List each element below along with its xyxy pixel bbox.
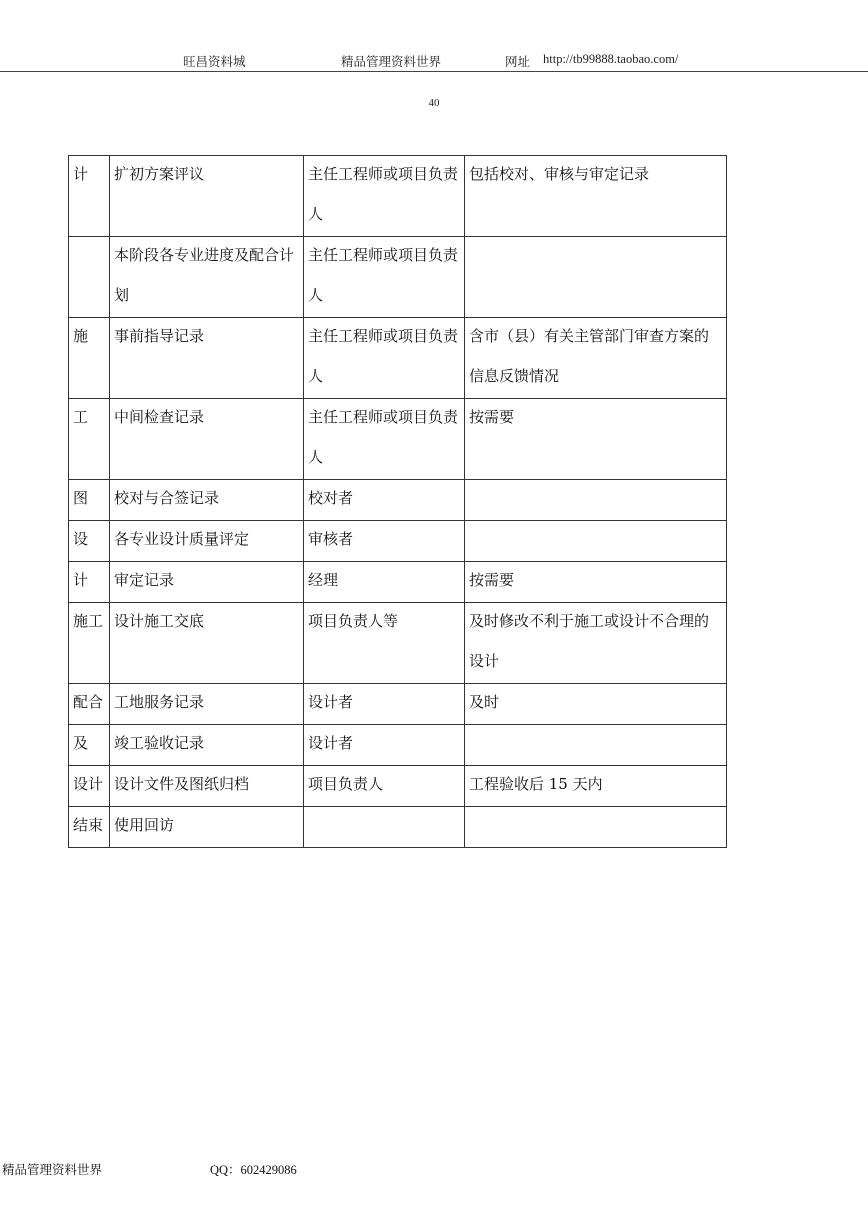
table-cell-text: 校对者 <box>308 489 354 507</box>
table-cell <box>110 318 304 399</box>
table-cell-text: 设计文件及图纸归档 <box>114 775 250 793</box>
table-row <box>69 807 727 848</box>
table-cell <box>465 237 727 318</box>
table-cell-text: 经理 <box>308 571 339 589</box>
table-row <box>69 725 727 766</box>
table-cell <box>69 807 110 848</box>
table-cell-text: 审核者 <box>308 530 354 548</box>
table-cell <box>69 237 110 318</box>
table-cell <box>69 399 110 480</box>
table-cell-text: 施工 <box>73 612 104 630</box>
table-cell <box>304 562 465 603</box>
table-cell <box>69 725 110 766</box>
table-cell-text: 设计者 <box>308 734 354 752</box>
header-url-label: 网址 <box>505 54 531 69</box>
table-cell-text: 计 <box>73 571 89 589</box>
table-cell-text: 计 <box>73 165 89 183</box>
table-cell <box>465 480 727 521</box>
footer-qq: QQ：602429086 <box>210 1163 297 1177</box>
table-cell <box>465 156 727 237</box>
table-cell-text: 结束 <box>73 816 104 834</box>
table-row <box>69 603 727 684</box>
footer-site-title: 精品管理资料世界 <box>2 1162 103 1177</box>
table-cell <box>110 725 304 766</box>
table-cell <box>465 521 727 562</box>
table-cell <box>69 684 110 725</box>
table-cell <box>110 562 304 603</box>
table-cell-text: 工地服务记录 <box>114 693 205 711</box>
table-cell <box>110 521 304 562</box>
table-row <box>69 480 727 521</box>
table-cell <box>304 156 465 237</box>
table-cell-text: 中间检查记录 <box>114 408 205 426</box>
table-cell-text: 图 <box>73 489 89 507</box>
table-cell-text: 主任工程师或项目负责人 <box>308 246 459 304</box>
table-cell <box>69 766 110 807</box>
table-cell-text: 各专业设计质量评定 <box>114 530 250 548</box>
table-cell <box>465 807 727 848</box>
table-cell-text: 扩初方案评议 <box>114 165 205 183</box>
table-cell <box>465 725 727 766</box>
table-cell <box>304 725 465 766</box>
table-cell-text: 设计者 <box>308 693 354 711</box>
table-cell-text: 及时 <box>469 693 500 711</box>
table-cell <box>304 807 465 848</box>
header-divider <box>0 71 868 72</box>
table-cell-text: 本阶段各专业进度及配合计划 <box>114 246 295 304</box>
table-cell-text: 包括校对、审核与审定记录 <box>469 165 650 183</box>
table-cell <box>110 807 304 848</box>
table-cell-text: 项目负责人等 <box>308 612 399 630</box>
table-cell-text: 使用回访 <box>114 816 175 834</box>
header-shop-name: 旺昌资料城 <box>183 54 246 69</box>
page-number: 40 <box>428 97 440 109</box>
table-cell <box>304 399 465 480</box>
table-cell <box>110 399 304 480</box>
table-cell <box>465 684 727 725</box>
table-cell-text: 校对与合签记录 <box>114 489 220 507</box>
table-cell <box>304 237 465 318</box>
table-row <box>69 766 727 807</box>
table-cell-text: 含市（县）有关主管部门审查方案的信息反馈情况 <box>469 327 710 385</box>
table-cell-text: 主任工程师或项目负责人 <box>308 408 459 466</box>
table-cell <box>69 562 110 603</box>
table-cell-text: 事前指导记录 <box>114 327 205 345</box>
table-cell <box>304 480 465 521</box>
table-cell-text: 按需要 <box>469 408 515 426</box>
table-cell-text: 项目负责人 <box>308 775 384 793</box>
table-cell <box>69 521 110 562</box>
table-cell <box>110 237 304 318</box>
table-row <box>69 684 727 725</box>
table-cell <box>69 603 110 684</box>
table-row <box>69 156 727 237</box>
table-cell <box>304 318 465 399</box>
table-row <box>69 318 727 399</box>
table-cell-text: 设 <box>73 530 89 548</box>
table-cell-text: 工 <box>73 408 89 426</box>
table-cell <box>465 318 727 399</box>
table-cell-text: 及 <box>73 734 89 752</box>
table-cell <box>304 684 465 725</box>
table-cell <box>110 766 304 807</box>
table-cell <box>465 562 727 603</box>
table-cell-text: 及时修改不利于施工或设计不合理的设计 <box>469 612 710 670</box>
table-cell <box>304 766 465 807</box>
table-cell <box>465 603 727 684</box>
table-cell <box>110 603 304 684</box>
table-cell-text: 审定记录 <box>114 571 175 589</box>
page-header <box>0 52 868 72</box>
table-cell <box>110 156 304 237</box>
table-cell <box>465 399 727 480</box>
table-cell-text: 配合 <box>73 693 104 711</box>
table-cell-text: 主任工程师或项目负责人 <box>308 165 459 223</box>
table-row <box>69 562 727 603</box>
table-row <box>69 399 727 480</box>
table-cell-text: 设计施工交底 <box>114 612 205 630</box>
table-cell <box>110 684 304 725</box>
table-cell <box>69 156 110 237</box>
table-cell-text: 竣工验收记录 <box>114 734 205 752</box>
table-cell-text: 工程验收后 15 天内 <box>469 775 603 793</box>
table-cell <box>69 318 110 399</box>
table-row <box>69 237 727 318</box>
table-row <box>69 521 727 562</box>
table-cell <box>465 766 727 807</box>
table-cell <box>304 521 465 562</box>
table-cell <box>69 480 110 521</box>
table-cell <box>304 603 465 684</box>
table-cell-text: 按需要 <box>469 571 515 589</box>
header-url-link[interactable]: http://tb99888.taobao.com/ <box>543 52 679 66</box>
table-cell <box>110 480 304 521</box>
table-cell-text: 主任工程师或项目负责人 <box>308 327 459 385</box>
table-cell-text: 施 <box>73 327 89 345</box>
records-table <box>68 155 727 848</box>
table-cell-text: 设计 <box>73 775 104 793</box>
header-site-title: 精品管理资料世界 <box>341 54 442 69</box>
